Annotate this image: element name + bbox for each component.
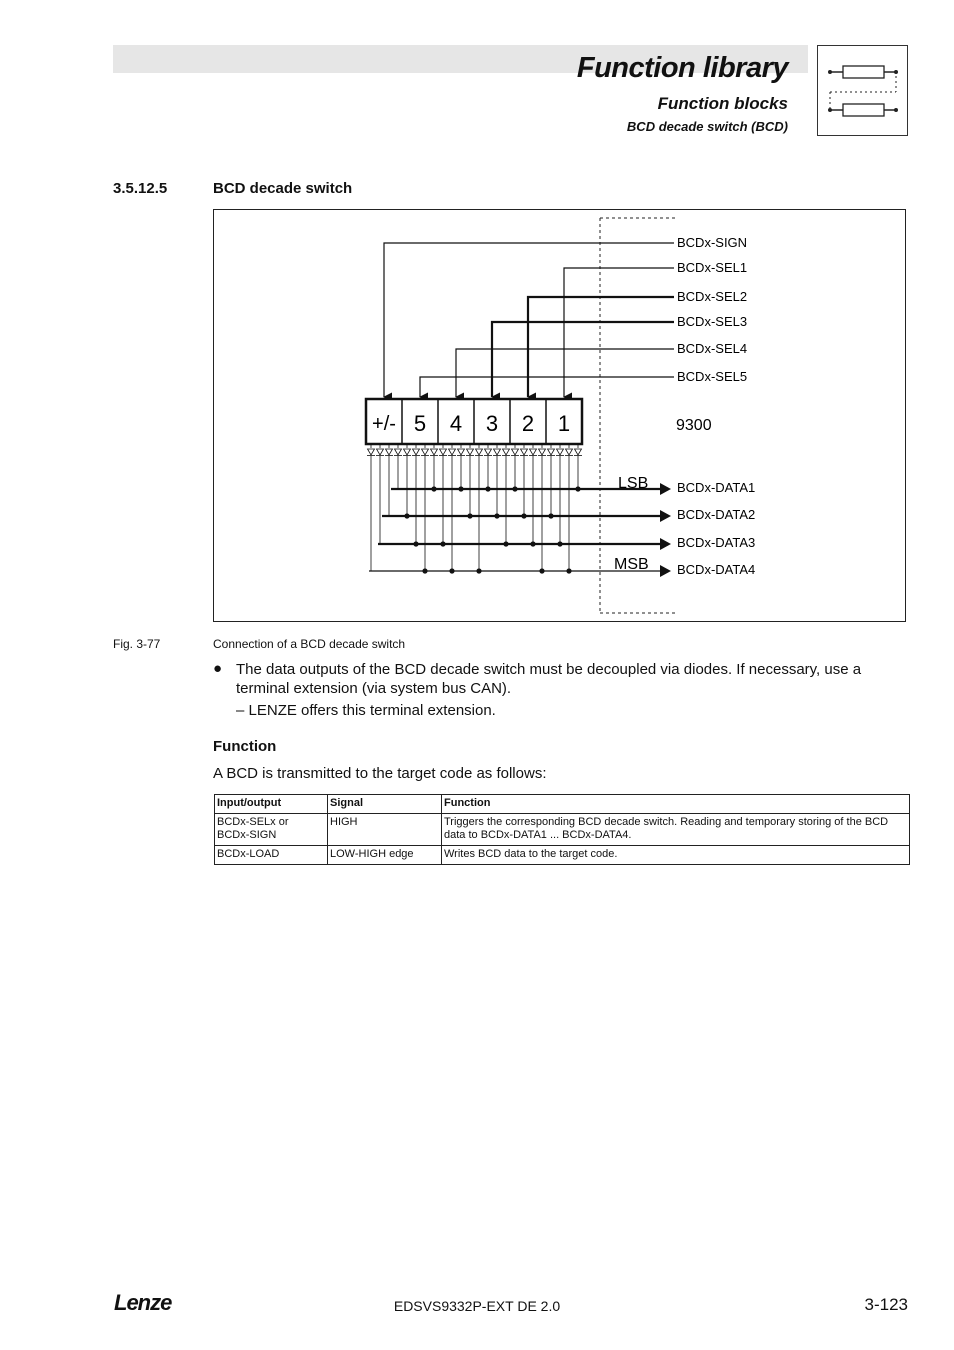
diode-symbol (530, 449, 537, 455)
table-header: Function (442, 795, 910, 814)
figure-number: Fig. 3-77 (113, 637, 161, 651)
diode-symbol (404, 449, 411, 455)
digit-2: 2 (521, 411, 535, 436)
output-label-data1: BCDx-DATA1 (677, 480, 756, 495)
diode-symbol (458, 449, 465, 455)
output-label-data4: BCDx-DATA4 (677, 562, 756, 577)
diode-symbol (368, 449, 375, 455)
diode-symbol (503, 449, 510, 455)
table-row (215, 814, 910, 846)
diode-symbol (548, 449, 555, 455)
junction-dot (449, 568, 454, 573)
junction-dot (485, 486, 490, 491)
diode-symbol (431, 449, 438, 455)
table-cell: LOW-HIGH edge (328, 846, 442, 865)
diode-symbol (566, 449, 573, 455)
section-subtitle: BCD decade switch (BCD) (626, 119, 788, 134)
table-cell: BCDx-LOAD (215, 846, 328, 865)
junction-dot (422, 568, 427, 573)
table-header: Signal (328, 795, 442, 814)
function-block-icon (817, 45, 908, 136)
junction-dot (404, 513, 409, 518)
table-cell: BCDx-SELx or BCDx-SIGN (215, 814, 328, 846)
page-title: Function library (576, 52, 788, 84)
msb-label: MSB (614, 556, 649, 573)
input-line-sel4 (456, 349, 674, 397)
input-label-sign: BCDx-SIGN (677, 235, 748, 250)
output-arrow-data1 (660, 483, 671, 495)
diode-symbol (476, 449, 483, 455)
input-label-sel2: BCDx-SEL2 (677, 289, 748, 304)
diode-symbol (512, 449, 519, 455)
chapter-subtitle: Function blocks (657, 94, 788, 113)
document-id: EDSVS9332P-EXT DE 2.0 (393, 1298, 561, 1314)
table-cell: Writes BCD data to the target code. (442, 846, 910, 865)
input-label-sel4: BCDx-SEL4 (677, 341, 748, 356)
page-number: 3-123 (864, 1295, 908, 1314)
device-label: 9300 (676, 417, 712, 434)
junction-dot (530, 541, 535, 546)
input-line-sel1 (564, 268, 674, 397)
junction-dot (413, 541, 418, 546)
junction-dot (467, 513, 472, 518)
section-title: BCD decade switch (213, 180, 353, 197)
input-label-sel3: BCDx-SEL3 (677, 314, 748, 329)
diode-symbol (449, 449, 456, 455)
junction-dot (440, 541, 445, 546)
junction-dot (458, 486, 463, 491)
section-number: 3.5.12.5 (113, 180, 168, 197)
table-row (215, 846, 910, 865)
digit-4: 4 (449, 411, 463, 436)
table-header: Input/output (215, 795, 328, 814)
output-label-data3: BCDx-DATA3 (677, 535, 756, 550)
input-line-sel2 (528, 297, 674, 397)
diode-symbol (413, 449, 420, 455)
diode-symbol (485, 449, 492, 455)
input-label-sel5: BCDx-SEL5 (677, 369, 748, 384)
digit-3: 3 (485, 411, 499, 436)
junction-dot (503, 541, 508, 546)
input-label-sel1: BCDx-SEL1 (677, 260, 748, 275)
diode-symbol (575, 449, 582, 455)
bullet-text: The data outputs of the BCD decade switch must be decoupled via diodes. If necessary, use a terminal extension (via system bus CAN). (236, 661, 862, 697)
junction-dot (548, 513, 553, 518)
lsb-label: LSB (618, 475, 649, 492)
diode-symbol (395, 449, 402, 455)
diode-symbol (440, 449, 447, 455)
function-heading: Function (213, 738, 277, 755)
digit-sign: +/- (372, 413, 396, 435)
digit-5: 5 (413, 411, 427, 436)
diode-symbol (521, 449, 528, 455)
junction-dot (494, 513, 499, 518)
device-boundary (600, 218, 676, 613)
digit-1: 1 (557, 411, 571, 436)
junction-dot (521, 513, 526, 518)
table-cell: Triggers the corresponding BCD decade switch. Reading and temporary storing of the BCD data to BCDx-DATA1 ... BCDx-DATA4. (442, 814, 910, 846)
output-arrow-data3 (660, 538, 671, 550)
figure-caption: Connection of a BCD decade switch (213, 637, 406, 651)
junction-dot (557, 541, 562, 546)
junction-dot (476, 568, 481, 573)
junction-dot (575, 486, 580, 491)
function-table (214, 794, 910, 865)
junction-dot (539, 568, 544, 573)
diode-symbol (377, 449, 384, 455)
junction-dot (566, 568, 571, 573)
junction-dot (512, 486, 517, 491)
diagram-canvas (214, 210, 905, 621)
table-header-row (215, 795, 910, 814)
output-arrow-data2 (660, 510, 671, 522)
diode-symbol (422, 449, 429, 455)
input-line-sel5 (420, 377, 674, 397)
diode-symbol (557, 449, 564, 455)
lenze-logo: Lenze (114, 1290, 172, 1315)
diode-symbol (467, 449, 474, 455)
table-cell: HIGH (328, 814, 442, 846)
output-arrow-data4 (660, 565, 671, 577)
diode-symbol (539, 449, 546, 455)
bullet-dot: ● (213, 660, 223, 677)
input-line-sel3 (492, 322, 674, 397)
bullet-subnote: – LENZE offers this terminal extension. (236, 702, 496, 719)
junction-dot (431, 486, 436, 491)
function-intro: A BCD is transmitted to the target code as follows: (213, 765, 547, 782)
diode-symbol (386, 449, 393, 455)
bcd-wiring-diagram (213, 209, 906, 622)
output-label-data2: BCDx-DATA2 (677, 507, 756, 522)
diode-symbol (494, 449, 501, 455)
